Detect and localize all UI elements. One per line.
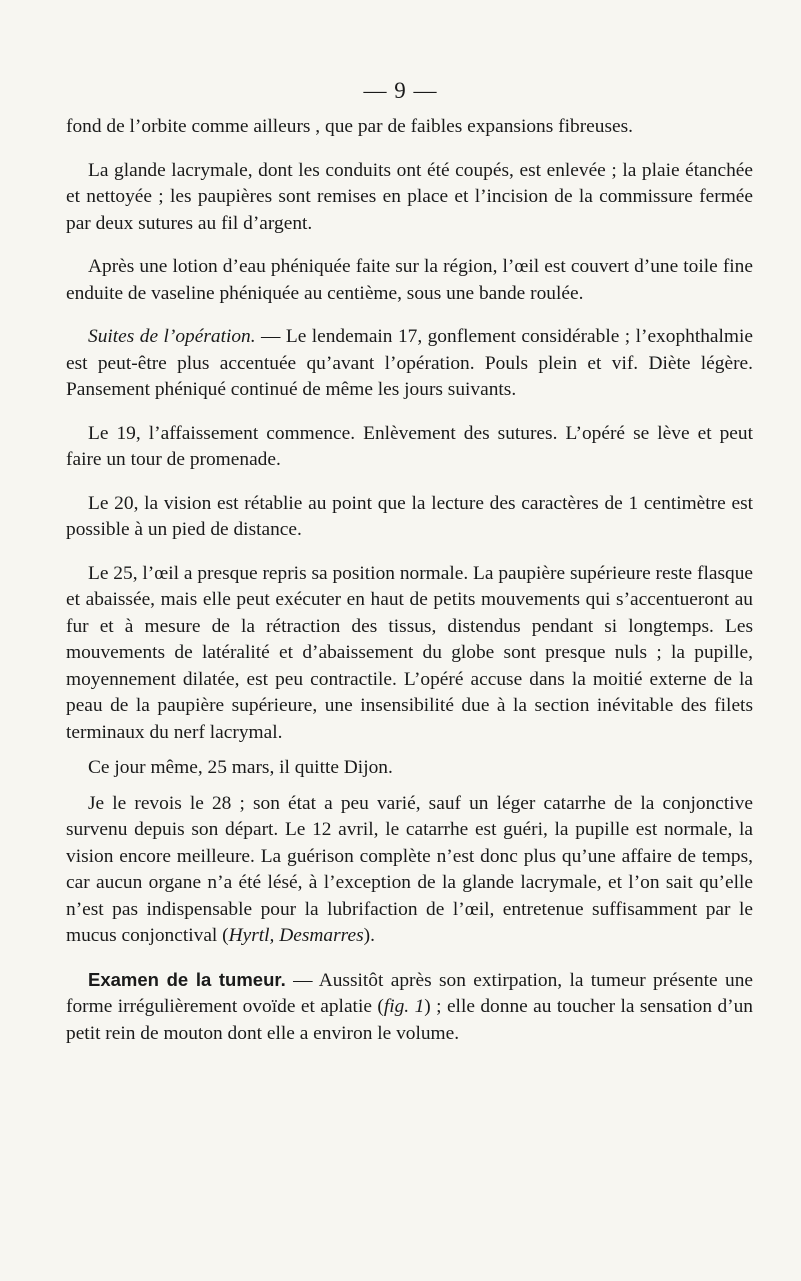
- paragraph: [66, 967, 753, 1048]
- paragraph: Le 19, l’affaissement commence. Enlèvement des sutures. L’opéré se lève et peut faire un tour de promenade.: [66, 422, 753, 470]
- paragraph-text: — Aussitôt après son extirpation, la tumeur présente une forme irrégulièrement ovoïde et aplatie (: [66, 969, 754, 1017]
- paragraph-text-end: ).: [363, 925, 375, 946]
- paragraph: [66, 324, 753, 404]
- paragraph: Ce jour même, 25 mars, il quitte Dijon.: [88, 757, 393, 778]
- section-title: Suites de l’opération.: [88, 326, 256, 347]
- section-heading: Examen de la tumeur.: [88, 968, 286, 990]
- paragraph-text: — Le lendemain 17, gonflement considérable ; l’exophthalmie est peut-être plus accentuée qu’avant l’opération. Pouls plein et vif. Diète légère. Pansement phéniqué continué de même les jours suivants.: [66, 326, 753, 400]
- document-body: [66, 114, 753, 1047]
- paragraph: Après une lotion d’eau phéniquée faite sur la région, l’œil est couvert d’une toile fine enduite de vaseline phéniquée au centième, sous une bande roulée.: [66, 256, 753, 304]
- paragraph: fond de l’orbite comme ailleurs , que par de faibles expansions fibreuses.: [66, 116, 633, 137]
- figure-reference: fig. 1: [383, 996, 425, 1017]
- paragraph-text: Je le revois le 28 ; son état a peu varié, sauf un léger catarrhe de la conjonctive survenu depuis son départ. Le 12 avril, le catarrhe est guéri, la pupille est normale, la vision encore meilleure. La guérison complète n’est donc plus qu’une affaire de temps, car aucun organe n’a été lésé, à l’exception de la glande lacrymale, et l’on sait qu’elle n’est pas indispensable pour la lubrifaction de l’œil, entretenue suffisamment par le mucus conjonctival (: [66, 792, 753, 946]
- citation: Hyrtl, Desmarres: [228, 925, 364, 946]
- paragraph: Le 25, l’œil a presque repris sa position normale. La paupière supérieure reste flasque et abaissée, mais elle peut exécuter en haut de petits mouvements qui s’accentueront au fur et à mesure de la rétraction des tissus, distendus pendant si longtemps. Les mouvements de latéralité et d’abaissement du globe sont presque nuls ; la pupille, moyennement dilatée, est peu contractile. L’opéré accuse dans la moitié externe de la peau de la paupière supérieure, une insensibilité due à la section inévitable des filets terminaux du nerf lacrymal.: [66, 562, 753, 743]
- paragraph: [66, 791, 753, 950]
- paragraph: Le 20, la vision est rétablie au point que la lecture des caractères de 1 centimètre est possible à un pied de distance.: [66, 492, 753, 540]
- page-number: — 9 —: [363, 78, 438, 103]
- paragraph: La glande lacrymale, dont les conduits ont été coupés, est enlevée ; la plaie étanchée et nettoyée ; les paupières sont remises en place et l’incision de la commissure fermée par deux sutures au fil d’argent.: [66, 159, 753, 234]
- paragraph-text-end: ) ; elle donne au toucher la sensation d’un petit rein de mouton dont elle a environ le volume.: [66, 996, 753, 1044]
